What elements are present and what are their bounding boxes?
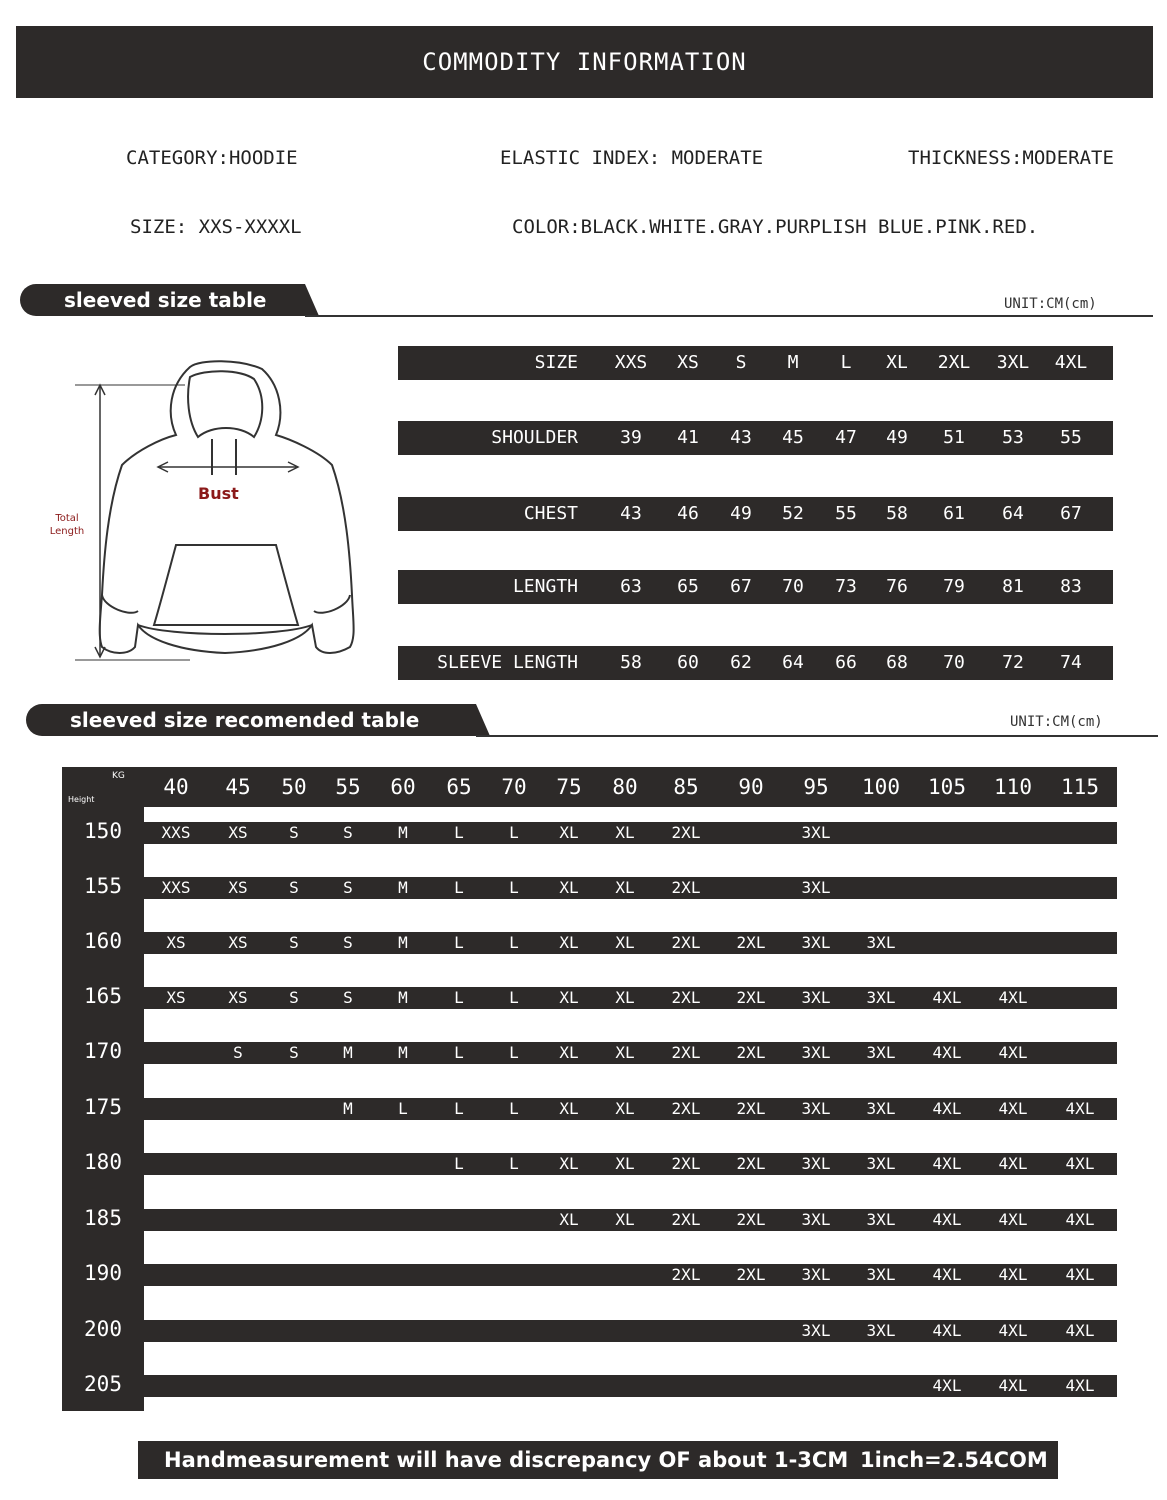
weight-header-cell: 105 xyxy=(928,775,966,799)
size-cell: 79 xyxy=(943,576,965,597)
size-recommendation-cell: S xyxy=(343,823,353,842)
size-recommendation-cell: XL xyxy=(559,1210,579,1229)
total-length-label: Total Length xyxy=(49,513,85,537)
chest-row xyxy=(398,497,1113,531)
size-recommendation-cell: XS xyxy=(228,988,248,1007)
size-recommendation-cell: 3XL xyxy=(866,933,896,952)
size-cell: 64 xyxy=(782,652,804,673)
size-recommendation-cell: S xyxy=(343,988,353,1007)
size-recommendation-cell: XL xyxy=(615,1099,635,1118)
size-recommendation-cell: M xyxy=(398,823,408,842)
size-recommendation-cell: M xyxy=(398,878,408,897)
color-info: COLOR:BLACK.WHITE.GRAY.PURPLISH BLUE.PINK.RED. xyxy=(512,216,1039,238)
size-cell: 41 xyxy=(677,427,699,448)
size-recommendation-cell: 4XL xyxy=(932,1376,962,1395)
weight-header-cell: 85 xyxy=(673,775,699,799)
size-recommendation-cell: XL xyxy=(615,878,635,897)
size-recommendation-cell: L xyxy=(454,1043,464,1062)
size-cell: 3XL xyxy=(996,352,1030,373)
size-cell: XXS xyxy=(614,352,648,373)
length-row xyxy=(398,570,1113,604)
note-text: Handmeasurement will have discrepancy OF about 1-3CM xyxy=(164,1448,849,1472)
size-recommendation-cell: XS xyxy=(228,933,248,952)
size-cell: 64 xyxy=(1002,503,1024,524)
size-recommendation-cell: L xyxy=(509,878,519,897)
size-cell: 58 xyxy=(620,652,642,673)
height-label: 200 xyxy=(84,1317,122,1341)
size-recommendation-cell: 3XL xyxy=(801,1043,831,1062)
weight-header-cell: 65 xyxy=(446,775,472,799)
row-label: SLEEVE LENGTH xyxy=(437,652,578,673)
weight-header-cell: 75 xyxy=(556,775,582,799)
size-recommendation-cell: 4XL xyxy=(1065,1265,1095,1284)
size-recommendation-cell: S xyxy=(233,1043,243,1062)
weight-header-cell: 80 xyxy=(612,775,638,799)
size-recommendation-cell: S xyxy=(289,823,299,842)
size-recommendation-cell: XL xyxy=(559,1043,579,1062)
size-recommendation-cell: XL xyxy=(615,988,635,1007)
height-label: 170 xyxy=(84,1039,122,1063)
size-cell: XL xyxy=(886,352,908,373)
size-recommendation-cell: 3XL xyxy=(866,1265,896,1284)
size-cell: 55 xyxy=(835,503,857,524)
size-recommendation-cell: XL xyxy=(615,823,635,842)
size-cell: 67 xyxy=(1060,503,1082,524)
height-label: 205 xyxy=(84,1372,122,1396)
size-recommendation-cell: XS xyxy=(228,878,248,897)
size-cell: 45 xyxy=(782,427,804,448)
size-recommendation-cell: S xyxy=(289,1043,299,1062)
height-label: 185 xyxy=(84,1206,122,1230)
row-label: SHOULDER xyxy=(491,427,578,448)
size-cell: 43 xyxy=(730,427,752,448)
size-cell: 76 xyxy=(886,576,908,597)
size-recommendation-cell: 3XL xyxy=(866,1043,896,1062)
size-recommendation-cell: XL xyxy=(559,933,579,952)
size-recommendation-cell: 4XL xyxy=(932,1210,962,1229)
size-recommendation-cell: L xyxy=(509,823,519,842)
size-cell: 52 xyxy=(782,503,804,524)
size-recommendation-cell: M xyxy=(398,988,408,1007)
size-recommendation-cell: 2XL xyxy=(736,933,766,952)
height-column xyxy=(62,767,144,1411)
row-label: CHEST xyxy=(523,503,578,524)
weight-header-cell: 90 xyxy=(738,775,764,799)
corner-height: Height xyxy=(68,795,95,804)
size-cell: 70 xyxy=(943,652,965,673)
size-recommendation-cell: S xyxy=(343,933,353,952)
size-recommendation-cell: 3XL xyxy=(801,1154,831,1173)
size-recommendation-cell: XL xyxy=(615,1043,635,1062)
size-recommendation-cell: 3XL xyxy=(801,933,831,952)
size-recommendation-cell: 3XL xyxy=(866,1210,896,1229)
size-cell: 4XL xyxy=(1054,352,1088,373)
size-recommendation-cell: XL xyxy=(559,1099,579,1118)
size-recommendation-cell: 2XL xyxy=(736,1154,766,1173)
height-label: 175 xyxy=(84,1095,122,1119)
size-recommendation-cell: 2XL xyxy=(671,823,701,842)
size-recommendation-cell: XS xyxy=(228,823,248,842)
shoulder-row xyxy=(398,421,1113,455)
size-cell: 81 xyxy=(1002,576,1024,597)
size-recommendation-cell: 4XL xyxy=(932,988,962,1007)
size-recommendation-cell: S xyxy=(289,988,299,1007)
size-recommendation-cell: 3XL xyxy=(866,988,896,1007)
elastic-info: ELASTIC INDEX: MODERATE xyxy=(500,147,764,169)
size-table-tab xyxy=(20,284,305,316)
height-label: 165 xyxy=(84,984,122,1008)
size-recommendation-cell: 2XL xyxy=(671,1099,701,1118)
size-cell: 66 xyxy=(835,652,857,673)
weight-header-cell: 115 xyxy=(1061,775,1099,799)
size-recommendation-cell: 2XL xyxy=(736,1265,766,1284)
size-cell: S xyxy=(735,352,747,373)
height-label: 155 xyxy=(84,874,122,898)
size-header-row xyxy=(398,346,1113,380)
size-cell: 60 xyxy=(677,652,699,673)
recommended-table-tab-label: sleeved size recomended table xyxy=(70,708,420,732)
size-recommendation-cell: 3XL xyxy=(801,1265,831,1284)
size-recommendation-cell: L xyxy=(398,1099,408,1118)
size-cell: 49 xyxy=(886,427,908,448)
weight-header-cell: 60 xyxy=(390,775,416,799)
size-cell: 58 xyxy=(886,503,908,524)
size-recommendation-cell: 4XL xyxy=(1065,1099,1095,1118)
size-recommendation-cell: M xyxy=(398,933,408,952)
size-recommendation-cell: M xyxy=(343,1043,353,1062)
size-recommendation-cell: 3XL xyxy=(801,1210,831,1229)
weight-header-cell: 45 xyxy=(225,775,251,799)
size-recommendation-cell: XS xyxy=(166,988,186,1007)
weight-header-cell: 70 xyxy=(501,775,527,799)
size-recommendation-cell: 4XL xyxy=(1065,1154,1095,1173)
size-recommendation-cell: XL xyxy=(615,1154,635,1173)
thickness-info: THICKNESS:MODERATE xyxy=(908,147,1114,169)
size-recommendation-cell: L xyxy=(454,988,464,1007)
category-info: CATEGORY:HOODIE xyxy=(126,147,298,169)
size-cell: 53 xyxy=(1002,427,1024,448)
row-label: LENGTH xyxy=(512,576,578,597)
divider xyxy=(476,735,1158,737)
size-recommendation-cell: L xyxy=(454,878,464,897)
size-recommendation-cell: 4XL xyxy=(998,1265,1028,1284)
size-recommendation-cell: 3XL xyxy=(866,1321,896,1340)
size-recommendation-cell: 4XL xyxy=(932,1043,962,1062)
size-recommendation-cell: 4XL xyxy=(998,1099,1028,1118)
size-recommendation-cell: XL xyxy=(559,1154,579,1173)
size-recommendation-cell: L xyxy=(454,933,464,952)
recommended-table-tab xyxy=(26,704,476,736)
size-recommendation-cell: 3XL xyxy=(801,988,831,1007)
size-cell: 51 xyxy=(943,427,965,448)
size-cell: L xyxy=(840,352,852,373)
size-cell: 73 xyxy=(835,576,857,597)
corner-kg: KG xyxy=(112,771,125,781)
size-recommendation-cell: 2XL xyxy=(671,1154,701,1173)
size-cell: M xyxy=(787,352,799,373)
size-recommendation-cell: 2XL xyxy=(736,1099,766,1118)
size-recommendation-cell: S xyxy=(289,878,299,897)
inch-conversion: 1inch=2.54COM xyxy=(860,1448,1048,1472)
recommended-table-unit: UNIT:CM(cm) xyxy=(1010,714,1103,730)
note-bar xyxy=(138,1441,1058,1479)
sleeve-length-row xyxy=(398,646,1113,680)
size-cell: 63 xyxy=(620,576,642,597)
size-recommendation-cell: 3XL xyxy=(801,1321,831,1340)
size-cell: 47 xyxy=(835,427,857,448)
size-recommendation-cell: XL xyxy=(615,1210,635,1229)
size-cell: XS xyxy=(677,352,699,373)
size-recommendation-cell: 2XL xyxy=(671,1265,701,1284)
size-recommendation-cell: 3XL xyxy=(866,1154,896,1173)
size-range-info: SIZE: XXS-XXXXL xyxy=(130,216,302,238)
size-recommendation-cell: 3XL xyxy=(866,1099,896,1118)
size-recommendation-cell: 2XL xyxy=(671,1043,701,1062)
size-recommendation-cell: XL xyxy=(559,878,579,897)
size-recommendation-cell: 4XL xyxy=(1065,1321,1095,1340)
size-recommendation-cell: 2XL xyxy=(671,933,701,952)
size-recommendation-cell: L xyxy=(509,1154,519,1173)
size-recommendation-cell: XXS xyxy=(161,823,191,842)
size-recommendation-cell: 4XL xyxy=(932,1321,962,1340)
height-label: 150 xyxy=(84,819,122,843)
size-recommendation-cell: 4XL xyxy=(932,1154,962,1173)
size-recommendation-cell: L xyxy=(454,1099,464,1118)
size-recommendation-cell: XL xyxy=(615,933,635,952)
size-cell: 83 xyxy=(1060,576,1082,597)
size-recommendation-cell: XL xyxy=(559,823,579,842)
size-recommendation-cell: 4XL xyxy=(998,988,1028,1007)
size-recommendation-cell: 3XL xyxy=(801,823,831,842)
size-cell: 62 xyxy=(730,652,752,673)
size-recommendation-cell: 3XL xyxy=(801,1099,831,1118)
size-recommendation-cell: 2XL xyxy=(736,988,766,1007)
size-recommendation-cell: L xyxy=(509,1043,519,1062)
size-cell: 70 xyxy=(782,576,804,597)
size-cell: 61 xyxy=(943,503,965,524)
size-recommendation-cell: M xyxy=(398,1043,408,1062)
size-recommendation-cell: XS xyxy=(166,933,186,952)
size-recommendation-cell: 4XL xyxy=(932,1265,962,1284)
size-cell: 67 xyxy=(730,576,752,597)
size-recommendation-cell: 2XL xyxy=(736,1210,766,1229)
size-cell: 68 xyxy=(886,652,908,673)
size-recommendation-cell: 4XL xyxy=(998,1376,1028,1395)
bust-label: Bust xyxy=(198,484,239,503)
size-recommendation-cell: 4XL xyxy=(998,1321,1028,1340)
size-recommendation-cell: 2XL xyxy=(671,878,701,897)
size-cell: 39 xyxy=(620,427,642,448)
weight-header-cell: 110 xyxy=(994,775,1032,799)
size-cell: 65 xyxy=(677,576,699,597)
size-cell: 72 xyxy=(1002,652,1024,673)
size-recommendation-cell: S xyxy=(289,933,299,952)
size-recommendation-cell: 4XL xyxy=(998,1154,1028,1173)
size-recommendation-cell: M xyxy=(343,1099,353,1118)
size-recommendation-cell: S xyxy=(343,878,353,897)
size-recommendation-cell: 2XL xyxy=(671,988,701,1007)
weight-header-cell: 100 xyxy=(862,775,900,799)
divider xyxy=(305,315,1153,317)
page-title: COMMODITY INFORMATION xyxy=(422,48,747,76)
size-recommendation-cell: L xyxy=(509,933,519,952)
size-cell: 2XL xyxy=(937,352,971,373)
weight-header-cell: 50 xyxy=(281,775,307,799)
title-bar xyxy=(16,26,1153,98)
size-recommendation-cell: L xyxy=(454,1154,464,1173)
size-recommendation-cell: 4XL xyxy=(1065,1210,1095,1229)
height-label: 160 xyxy=(84,929,122,953)
height-label: 190 xyxy=(84,1261,122,1285)
size-recommendation-cell: 4XL xyxy=(1065,1376,1095,1395)
weight-header-cell: 55 xyxy=(335,775,361,799)
size-recommendation-cell: 3XL xyxy=(801,878,831,897)
weight-header-cell: 95 xyxy=(803,775,829,799)
size-recommendation-cell: L xyxy=(509,988,519,1007)
size-recommendation-cell: XL xyxy=(559,988,579,1007)
size-cell: 74 xyxy=(1060,652,1082,673)
size-recommendation-cell: 2XL xyxy=(671,1210,701,1229)
size-recommendation-cell: L xyxy=(509,1099,519,1118)
weight-header-cell: 40 xyxy=(163,775,189,799)
size-recommendation-cell: 2XL xyxy=(736,1043,766,1062)
size-cell: 49 xyxy=(730,503,752,524)
size-recommendation-cell: 4XL xyxy=(998,1043,1028,1062)
size-table-unit: UNIT:CM(cm) xyxy=(1004,296,1097,312)
size-header-label: SIZE xyxy=(534,352,578,373)
size-recommendation-cell: L xyxy=(454,823,464,842)
size-cell: 43 xyxy=(620,503,642,524)
height-label: 180 xyxy=(84,1150,122,1174)
size-recommendation-cell: XXS xyxy=(161,878,191,897)
size-recommendation-cell: 4XL xyxy=(932,1099,962,1118)
size-cell: 55 xyxy=(1060,427,1082,448)
size-cell: 46 xyxy=(677,503,699,524)
size-table-tab-label: sleeved size table xyxy=(64,288,267,312)
size-recommendation-cell: 4XL xyxy=(998,1210,1028,1229)
